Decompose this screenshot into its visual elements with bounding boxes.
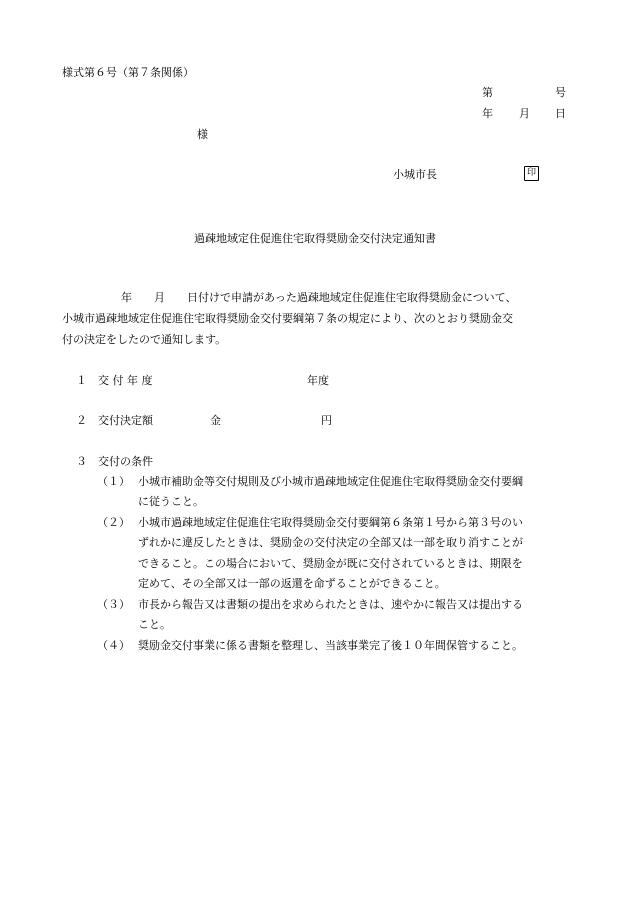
date-day: 日 [555,107,566,120]
body-line: 年 月 日付けで申請があった過疎地域定住促進住宅取得奨励金について、 [121,291,517,304]
item-value-fiscal-year: 年度 [307,374,329,387]
item-label-amount: 交付決定額 [98,414,153,427]
item-label-fiscal-year: 交 付 年 度 [98,374,153,387]
item-amount-unit: 円 [321,414,332,427]
item-number: １ [76,374,87,387]
condition-number: （１） [97,475,130,488]
body-line: 小城市過疎地域定住促進住宅取得奨励金交付要綱第７条の規定により、次のとおり奨励金交 [62,312,513,325]
issuer-name: 小城市長 [393,168,437,181]
condition-number: （２） [97,516,130,529]
body-line: 付の決定をしたので通知します。 [62,333,227,346]
item-amount-prefix: 金 [210,414,221,427]
item-number: ２ [76,414,87,427]
document-title: 過疎地域定住促進住宅取得奨励金交付決定通知書 [194,232,436,245]
number-suffix: 号 [555,86,566,99]
item-label-conditions: 交付の条件 [98,455,153,468]
condition-line: ずれかに違反したときは、奨励金の交付決定の全部又は一部を取り消すことが [138,536,523,549]
condition-line: こと。 [138,618,171,631]
form-id: 様式第６号（第７条関係） [62,66,194,79]
condition-line: 小城市補助金等交付規則及び小城市過疎地域定住促進住宅取得奨励金交付要綱 [138,475,523,488]
condition-line: に従うこと。 [138,495,204,508]
condition-line: 小城市過疎地域定住促進住宅取得奨励金交付要綱第６条第１号から第３号のい [138,516,523,529]
date-month: 月 [519,107,530,120]
seal-stamp: 印 [524,166,539,181]
number-prefix: 第 [482,86,493,99]
addressee-suffix: 様 [197,128,208,141]
condition-number: （４） [97,639,130,652]
condition-line: 奨励金交付事業に係る書類を整理し、当該事業完了後１０年間保管すること。 [138,639,523,652]
item-number: ３ [76,455,87,468]
date-year: 年 [482,107,493,120]
condition-line: 定めて、その全部又は一部の返還を命ずることができること。 [138,577,446,590]
condition-line: 市長から報告又は書類の提出を求められたときは、速やかに報告又は提出する [138,598,523,611]
condition-number: （３） [97,598,130,611]
condition-line: できること。この場合において、奨励金が既に交付されているときは、期限を [138,557,523,570]
